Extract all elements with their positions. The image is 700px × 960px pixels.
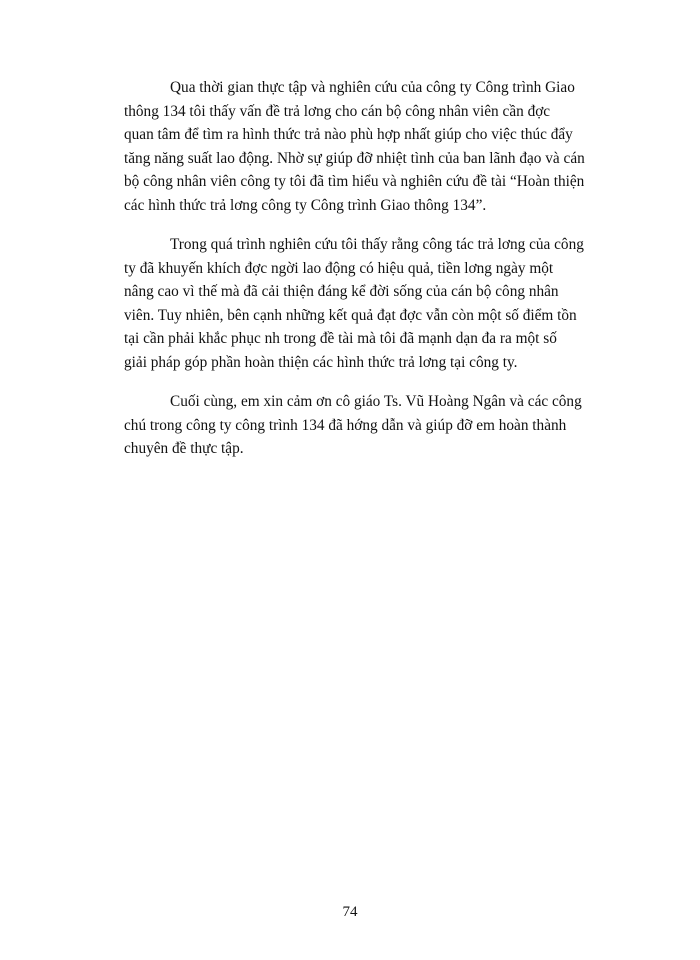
- page-number: 74: [342, 904, 358, 920]
- text-line: ty đã khuyến khích đợc ngời lao động có hiệu quả, tiền lơng ngày một: [124, 259, 554, 277]
- text-line: Trong quá trình nghiên cứu tôi thấy rằng công tác trả lơng của công: [170, 236, 584, 253]
- text-line: thông 134 tôi thấy vấn đề trả lơng cho cán bộ công nhân viên cần đợc: [124, 102, 551, 120]
- paragraph-2: [124, 233, 624, 374]
- text-line: chú trong công ty công trình 134 đã hớng dẫn và giúp đỡ em hoàn thành: [124, 416, 567, 434]
- text-line: viên. Tuy nhiên, bên cạnh những kết quả đạt đợc vẫn còn một số điểm tồn: [124, 306, 577, 324]
- text-line: chuyên đề thực tập.: [124, 440, 244, 457]
- text-line: giải pháp góp phần hoàn thiện các hình thức trả lơng tại công ty.: [124, 353, 518, 371]
- text-line: bộ công nhân viên công ty tôi đã tìm hiểu và nghiên cứu đề tài “Hoàn thiện: [124, 173, 585, 190]
- text-line: tại cần phải khắc phục nh trong đề tài mà tôi đã mạnh dạn đa ra một số: [124, 330, 557, 347]
- text-line: các hình thức trả lơng công ty Công trình Giao thông 134”.: [124, 196, 487, 214]
- body-text: [124, 76, 624, 477]
- text-line: quan tâm để tìm ra hình thức trả nào phù hợp nhất giúp cho việc thúc đẩy: [124, 126, 573, 143]
- text-line: nâng cao vì thế mà đã cải thiện đáng kể đời sống của cán bộ công nhân: [124, 283, 559, 300]
- paragraph-3: [124, 390, 624, 461]
- paragraph-1: [124, 76, 624, 217]
- text-line: Qua thời gian thực tập và nghiên cứu của công ty Công trình Giao: [170, 79, 575, 96]
- text-line: Cuối cùng, em xin cảm ơn cô giáo Ts. Vũ Hoàng Ngân và các công: [170, 393, 582, 410]
- text-line: tăng năng suất lao động. Nhờ sự giúp đỡ nhiệt tình của ban lãnh đạo và cán: [124, 149, 585, 167]
